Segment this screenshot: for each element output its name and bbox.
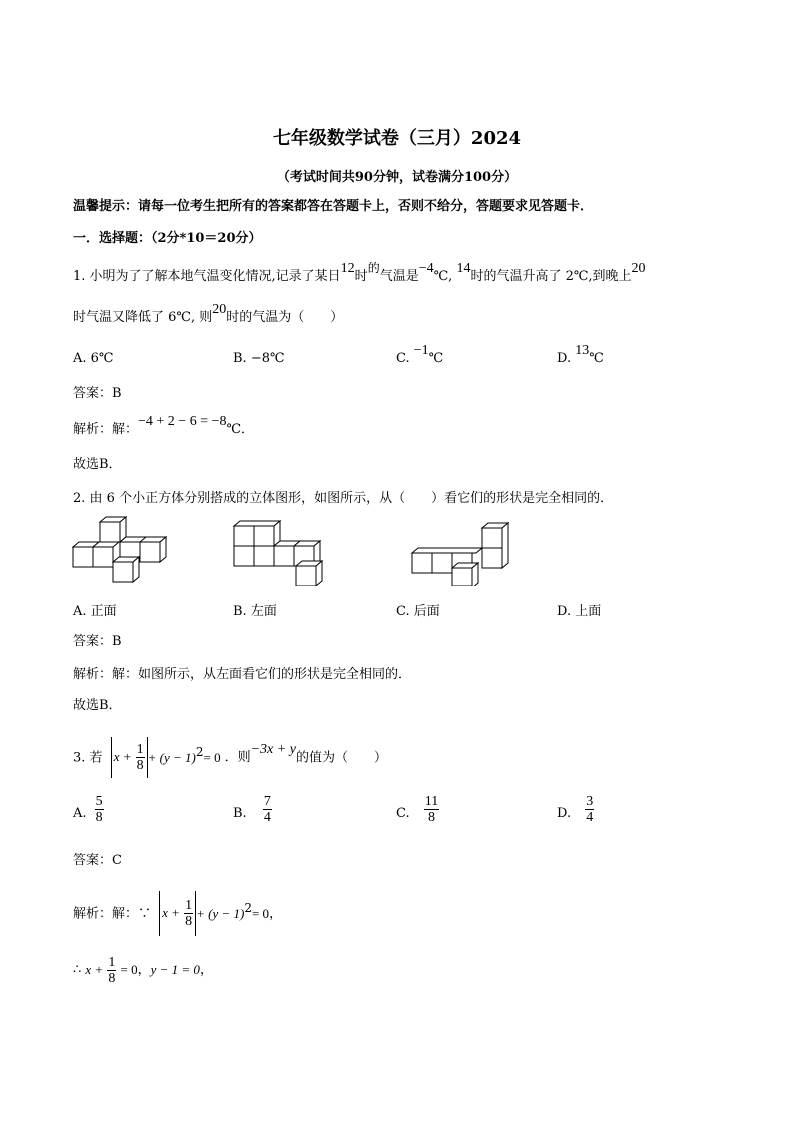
q3-eq-a-zero: = 0 xyxy=(120,962,138,977)
q3-analysis-x-plus: x + xyxy=(162,905,180,921)
q2-figure-3 xyxy=(410,516,520,586)
q1-text-shi: 时 xyxy=(354,269,368,284)
q1-hour-14: 14 xyxy=(456,261,471,276)
q3-stem xyxy=(73,732,387,772)
q1-text-a: 1. 小明为了了解本地气温变化情况,记录了某日 xyxy=(73,269,341,284)
q1-option-d-label: D. xyxy=(557,351,572,366)
q1-text-c2: 时气温又降低了 6℃, 则 xyxy=(73,310,213,325)
q3-eq-a-den: 8 xyxy=(108,970,116,986)
q3-option-b-label: B. xyxy=(233,806,247,821)
q3-eq-a xyxy=(85,950,137,991)
q1-hour-20b: 20 xyxy=(212,302,227,317)
q3-option-b-frac xyxy=(263,794,272,825)
q3-option-c-den: 8 xyxy=(428,810,435,825)
q3-rest: + (y − 1) xyxy=(147,749,196,765)
q1-option-a: A. 6℃ xyxy=(73,351,114,366)
q3-analysis-frac-den: 8 xyxy=(185,914,193,930)
q3-eq-a-frac xyxy=(107,955,116,986)
q1-temp-minus4: −4 xyxy=(418,261,434,276)
q3-option-c xyxy=(396,794,439,834)
q3-option-c-frac xyxy=(424,794,439,825)
q3-option-b xyxy=(233,794,272,834)
q1-option-c-unit: ℃ xyxy=(428,351,444,366)
q3-eq-b: y − 1 = 0 xyxy=(150,962,200,977)
q3-eq-a-x: x + xyxy=(85,962,104,977)
q3-option-b-num: 7 xyxy=(263,794,271,809)
q2-figure-1 xyxy=(72,516,182,586)
q3-exp: 2 xyxy=(195,745,204,759)
q3-abs-expr xyxy=(111,737,148,778)
q1-analysis-math: −4 + 2 − 6 = −8 xyxy=(138,414,227,429)
q2-answer: 答案：B xyxy=(73,634,122,649)
q1-option-d-value: 13 xyxy=(575,343,590,358)
q3-analysis-condition xyxy=(159,886,269,936)
q2-analysis: 解析：解：如图所示，从左面看它们的形状是完全相同的． xyxy=(73,667,412,682)
q1-text-b: 时的气温升高了 2℃,到晚上 xyxy=(470,269,632,284)
q1-analysis-unit: ℃． xyxy=(226,422,255,437)
q3-option-d xyxy=(557,794,594,834)
q1-option-b: B. −8℃ xyxy=(233,351,285,366)
q2-option-c: C. 后面 xyxy=(396,604,440,619)
q3-option-d-label: D. xyxy=(557,806,572,821)
q3-zhi: 的值为（ ） xyxy=(295,750,387,766)
q3-end: ， xyxy=(199,962,213,978)
q1-option-d xyxy=(557,343,604,367)
q1-text-c: ℃, xyxy=(433,269,453,284)
q3-option-a-frac xyxy=(95,794,104,825)
q3-analysis-frac-num: 1 xyxy=(185,898,193,914)
q2-pick: 故选B． xyxy=(73,698,122,713)
q3-eq0: = 0 xyxy=(203,749,221,765)
q2-stem: 2. 由 6 个小正方体分别搭成的立体图形，如图所示，从（ ）看它们的形状是完全相同的． xyxy=(73,491,614,506)
q3-option-c-num: 11 xyxy=(424,794,439,809)
q1-option-c-value: −1 xyxy=(413,343,429,358)
q1-hour-20a: 20 xyxy=(631,261,646,276)
q3-analysis-abs xyxy=(159,891,196,936)
q2-option-b: B. 左面 xyxy=(233,604,277,619)
q1-analysis xyxy=(73,414,255,438)
q3-option-d-num: 3 xyxy=(586,794,594,809)
q1-pick: 故选B． xyxy=(73,457,122,472)
q3-option-d-den: 4 xyxy=(586,810,594,825)
q3-option-c-label: C. xyxy=(396,806,410,821)
q3-frac-num: 1 xyxy=(136,742,144,758)
q1-option-d-unit: ℃ xyxy=(589,351,604,366)
q3-eq-a-num: 1 xyxy=(108,954,116,970)
q1-stem-line1 xyxy=(73,261,646,285)
q3-analysis-exp: 2 xyxy=(244,901,252,915)
q3-ze: ．则 xyxy=(224,750,251,766)
q3-analysis-eq0: = 0 xyxy=(251,905,270,921)
q3-option-b-den: 4 xyxy=(263,810,271,825)
q2-option-d: D. 上面 xyxy=(557,604,602,619)
q3-option-a-num: 5 xyxy=(95,794,103,809)
q1-analysis-label: 解析：解： xyxy=(73,422,139,437)
q3-analysis-frac xyxy=(184,898,193,929)
q3-condition xyxy=(111,732,221,778)
q3-fraction xyxy=(136,742,145,773)
q1-answer: 答案：B xyxy=(73,386,122,401)
q3-ruo: 3. 若 xyxy=(73,750,103,766)
q1-text-d: 时的气温为（ ） xyxy=(226,310,344,325)
q3-therefore: ∴ xyxy=(73,962,82,978)
q3-frac-den: 8 xyxy=(136,758,144,774)
section-heading: 一．选择题：（2分*10＝20分） xyxy=(73,231,262,246)
q1-option-c-label: C. xyxy=(396,351,410,366)
q3-answer: 答案：C xyxy=(73,853,122,868)
page-title: 七年级数学试卷（三月）2024 xyxy=(272,128,522,149)
q3-analysis-rest: + (y − 1) xyxy=(196,905,245,921)
exam-subtitle: （考试时间共90分钟，试卷满分100分） xyxy=(276,170,518,185)
q3-option-a-label: A. xyxy=(73,806,87,821)
notice: 温馨提示：请每一位考生把所有的答案都答在答题卡上，否则不给分，答题要求见答题卡． xyxy=(73,199,594,214)
q3-analysis-label: 解析：解：∵ xyxy=(73,906,152,922)
q3-option-a xyxy=(73,794,104,834)
q1-option-c xyxy=(396,343,444,367)
q3-therefore-line xyxy=(73,950,213,990)
q3-analysis-comma: ， xyxy=(269,906,283,922)
q3-sep: ， xyxy=(137,962,151,978)
q2-figure-2 xyxy=(232,516,342,586)
q3-x-plus: x + xyxy=(113,749,132,765)
q1-stem-line2 xyxy=(73,302,344,326)
q3-option-d-frac xyxy=(585,794,594,825)
q3-option-a-den: 8 xyxy=(95,810,103,825)
q1-text-qiwen: 气温是 xyxy=(379,269,419,284)
q1-hour-12: 12 xyxy=(340,261,355,276)
q2-option-a: A. 正面 xyxy=(73,604,117,619)
q1-text-de: 的 xyxy=(367,261,380,275)
q3-analysis xyxy=(73,886,282,930)
q3-expr: −3x + y xyxy=(250,742,296,758)
